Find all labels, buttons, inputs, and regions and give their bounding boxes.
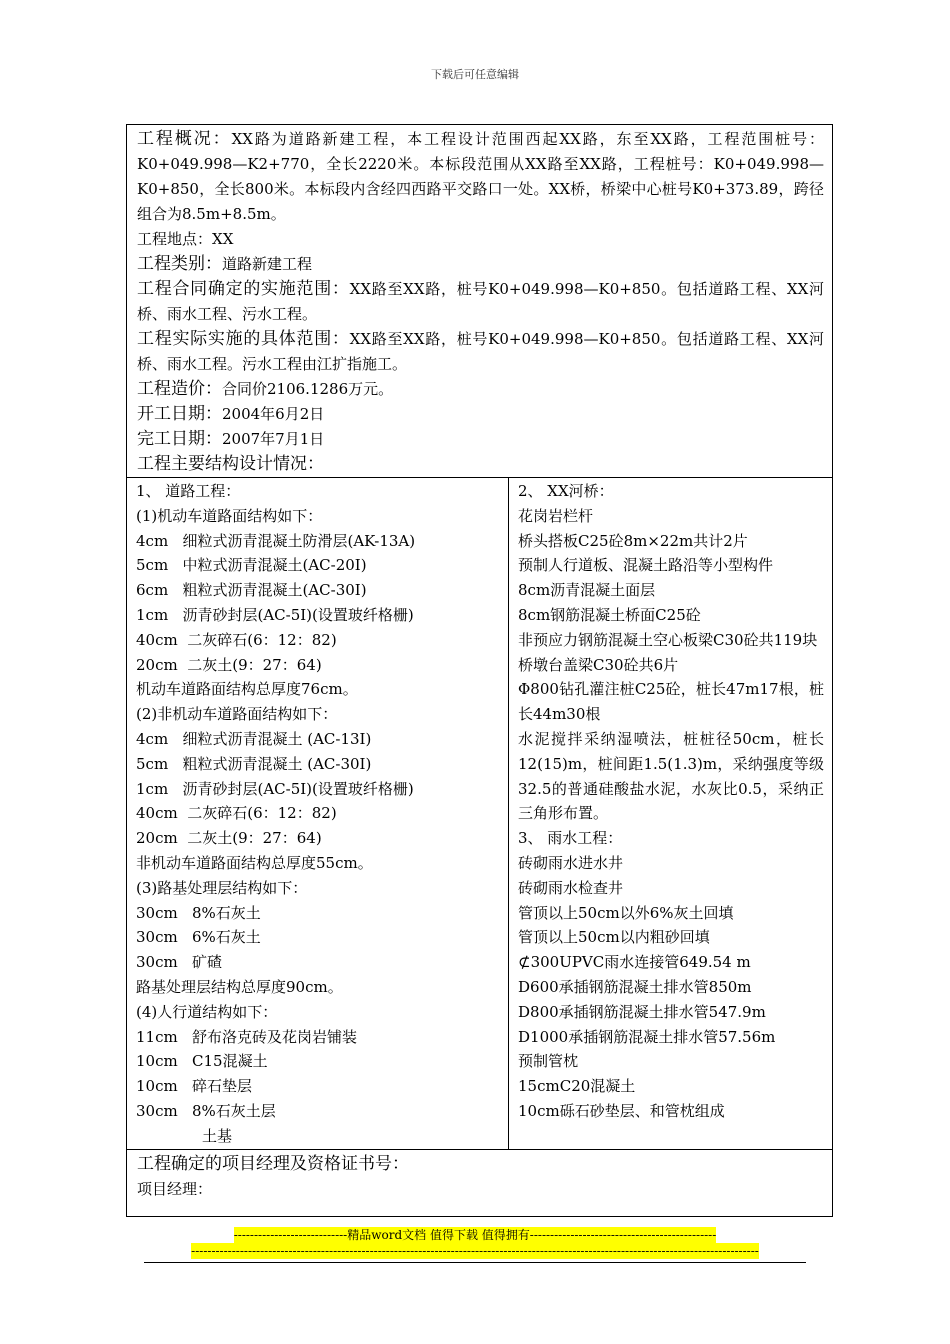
road-structure-line: (1)机动车道路面结构如下：: [136, 506, 323, 525]
bridge-rain-line: 3、 雨水工程：: [518, 829, 623, 848]
road-structure-line: 20cm 二灰土(9：27：64): [136, 829, 322, 848]
road-works-column: [127, 478, 509, 1149]
bridge-rain-line: 桥墩台盖梁C30砼共6片: [518, 655, 679, 674]
road-structure-line: 路基处理层结构总厚度90cm。: [136, 977, 343, 996]
footer-divider: [144, 1262, 806, 1263]
project-location: 工程地点：XX: [137, 230, 234, 248]
road-structure-line: 40cm 二灰碎石(6：12：82): [136, 804, 337, 823]
bridge-rain-line: 8cm沥青混凝土面层: [518, 581, 656, 600]
road-structure-line: 10cm C15混凝土: [136, 1052, 268, 1071]
manager-section: [127, 1150, 832, 1216]
road-structure-line: 40cm 二灰碎石(6：12：82): [136, 630, 337, 649]
bridge-rain-line: 15cmC20混凝土: [518, 1077, 636, 1096]
road-structure-subgrade: 土基: [202, 1126, 233, 1145]
bridge-rain-line: ⊄300UPVC雨水连接管649.54 m: [518, 953, 751, 972]
project-info-table: [126, 124, 833, 1217]
road-structure-line: 20cm 二灰土(9：27：64): [136, 655, 322, 674]
road-structure-line: 1、 道路工程：: [136, 482, 241, 500]
bridge-rain-line: 砖砌雨水检查井: [518, 878, 624, 897]
structure-design-heading: 工程主要结构设计情况：: [137, 454, 324, 474]
bridge-rain-line: 2、 XX河桥：: [518, 482, 614, 500]
bridge-rain-line: 8cm钢筋混凝土桥面C25砼: [518, 605, 701, 624]
overview-section: [127, 125, 832, 478]
start-date: 开工日期：2004年6月2日: [137, 404, 325, 424]
road-structure-line: 4cm 细粒式沥青混凝土 (AC-13I): [136, 729, 372, 748]
bridge-rain-line: 预制管枕: [518, 1052, 579, 1071]
footer-line-1: ----------------------------精品word文档 值得下载 值得拥有----------------------------------------------: [233, 1228, 717, 1242]
bridge-rain-line: D800承插钢筋混凝土排水管547.9m: [518, 1002, 766, 1021]
bridge-rain-line: D600承插钢筋混凝土排水管850m: [518, 977, 752, 996]
bridge-rain-line: 水泥搅拌采纳湿喷法，桩桩径50cm，桩长12(15)m，桩间距1.5(1.3)m，采纳强度等级32.5的普通硅酸盐水泥，水灰比0.5，采纳正三角形布置。: [518, 729, 824, 823]
bridge-rain-line: 管顶以上50cm以外6%灰土回填: [518, 903, 734, 922]
road-structure-line: 11cm 舒布洛克砖及花岗岩铺装: [136, 1027, 358, 1046]
bridge-rain-line: 10cm砾石砂垫层、和管枕组成: [518, 1101, 725, 1120]
bridge-rain-line: Φ800钻孔灌注桩C25砼，桩长47m17根，桩长44m30根: [518, 680, 824, 724]
road-structure-line: 4cm 细粒式沥青混凝土防滑层(AK-13A): [136, 531, 416, 550]
bridge-rain-line: 花岗岩栏杆: [518, 506, 594, 525]
road-structure-line: 30cm 矿碴: [136, 953, 223, 972]
road-structure-line: 30cm 8%石灰土: [136, 903, 261, 922]
road-structure-line: (2)非机动车道路面结构如下：: [136, 705, 338, 724]
road-structure-line: 5cm 粗粒式沥青混凝土 (AC-30I): [136, 754, 372, 773]
road-structure-line: 1cm 沥青砂封层(AC-5I)(设置玻纤格栅): [136, 605, 414, 624]
bridge-rain-line: 预制人行道板、混凝土路沿等小型构件: [518, 556, 774, 575]
road-structure-line: (4)人行道结构如下：: [136, 1002, 278, 1021]
project-cost: 工程造价：合同价2106.1286万元。: [137, 379, 394, 399]
completion-date: 完工日期：2007年7月1日: [137, 429, 325, 449]
road-structure-line: 5cm 中粒式沥青混凝土(AC-20I): [136, 556, 367, 575]
manager-label: 项目经理：: [137, 1179, 213, 1198]
road-structure-line: (3)路基处理层结构如下：: [136, 878, 308, 897]
bridge-rain-line: D1000承插钢筋混凝土排水管57.56m: [518, 1027, 776, 1046]
road-structure-line: 1cm 沥青砂封层(AC-5I)(设置玻纤格栅): [136, 779, 414, 798]
header-note: 下载后可任意编辑: [431, 68, 519, 81]
road-structure-line: 6cm 粗粒式沥青混凝土(AC-30I): [136, 581, 367, 600]
road-structure-line: 10cm 碎石垫层: [136, 1077, 253, 1096]
footer-line-2: --------------------------------------------------------------------------------------------------------------------------------------------: [191, 1244, 759, 1258]
bridge-rain-line: 桥头搭板C25砼8m×22m共计2片: [518, 531, 748, 550]
overview-summary: 工程概况：XX路为道路新建工程，本工程设计范围西起XX路，东至XX路，工程范围桩号：K0+049.998—K2+770，全长2220米。本标段范围从XX路至XX路，工程桩号：K0+049.998—K0+850，全长800米。本标段内含经四西路平交路口一处。XX桥，桥梁中心桩号K0+373.89，跨径组合为8.5m+8.5m。: [137, 129, 825, 223]
project-category: 工程类别：道路新建工程: [137, 254, 313, 274]
actual-scope: 工程实际实施的具体范围：XX路至XX路，桩号K0+049.998—K0+850。包括道路工程、XX河桥、雨水工程。污水工程由江扩指施工。: [137, 329, 825, 373]
road-structure-line: 30cm 8%石灰土层: [136, 1101, 276, 1120]
footer-watermark: [0, 1227, 950, 1259]
bridge-rain-line: 非预应力钢筋混凝土空心板梁C30砼共119块: [518, 630, 818, 649]
road-structure-line: 机动车道路面结构总厚度76cm。: [136, 680, 358, 699]
manager-heading: 工程确定的项目经理及资格证书号：: [137, 1153, 409, 1174]
contract-scope: 工程合同确定的实施范围：XX路至XX路，桩号K0+049.998—K0+850。包括道路工程、XX河桥、雨水工程、污水工程。: [137, 279, 825, 323]
structure-columns: [127, 478, 832, 1150]
bridge-rain-line: 管顶以上50cm以内粗砂回填: [518, 928, 710, 947]
road-structure-line: 30cm 6%石灰土: [136, 928, 261, 947]
bridge-rain-works-column: [509, 478, 832, 1149]
road-structure-line: 非机动车道路面结构总厚度55cm。: [136, 853, 373, 872]
bridge-rain-line: 砖砌雨水进水井: [518, 853, 624, 872]
